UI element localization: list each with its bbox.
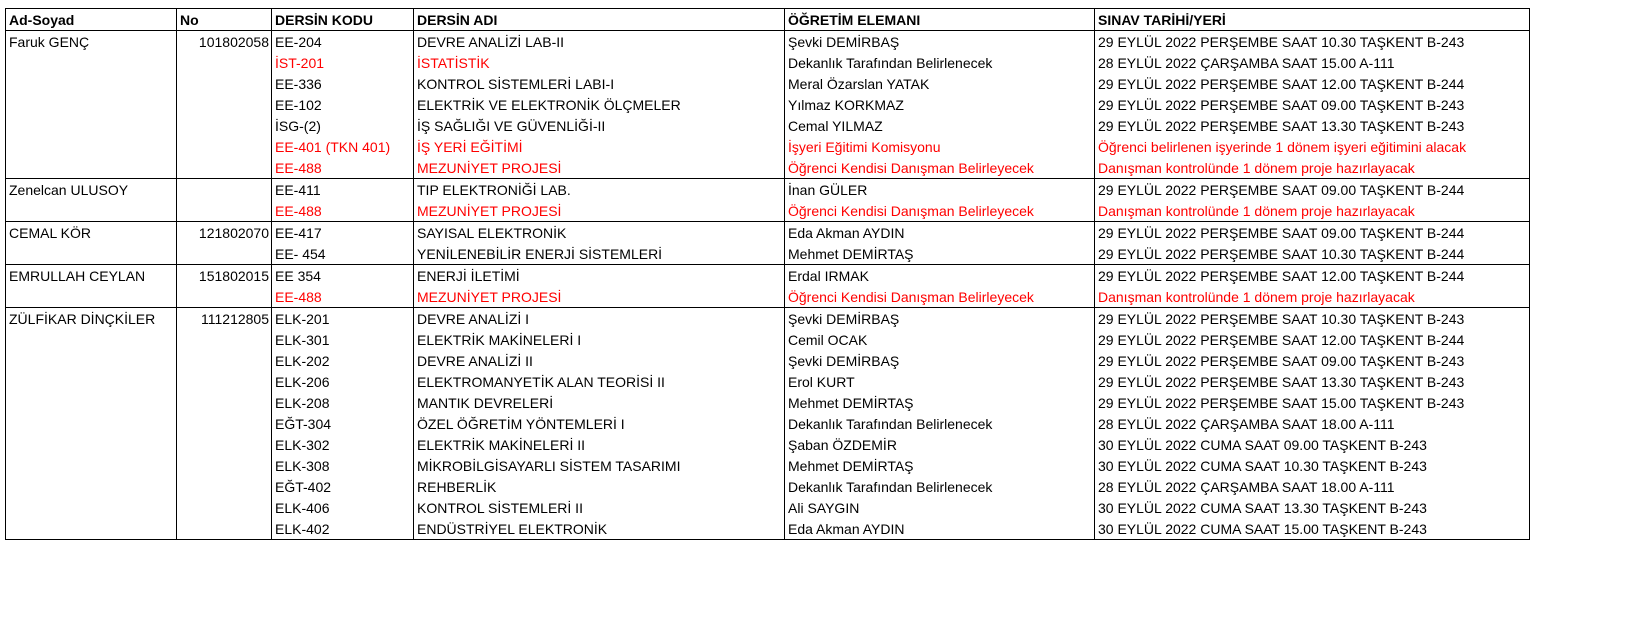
course-code-cell: EE-488: [272, 286, 414, 308]
exam-info-cell: 29 EYLÜL 2022 PERŞEMBE SAAT 13.30 TAŞKENT B-243: [1095, 115, 1530, 136]
exam-info-cell: 29 EYLÜL 2022 PERŞEMBE SAAT 13.30 TAŞKENT B-243: [1095, 371, 1530, 392]
course-code-cell: EE-401 (TKN 401): [272, 136, 414, 157]
student-no-cell: [177, 455, 272, 476]
student-no-cell: [177, 329, 272, 350]
instructor-cell: İnan GÜLER: [785, 179, 1095, 201]
table-row: [6, 94, 1530, 115]
student-name-cell: Zenelcan ULUSOY: [6, 179, 177, 201]
student-no-cell: [177, 286, 272, 308]
course-name-cell: ENDÜSTRİYEL ELEKTRONİK: [414, 518, 785, 540]
student-no-cell: [177, 392, 272, 413]
course-name-cell: MEZUNİYET PROJESİ: [414, 286, 785, 308]
instructor-cell: Dekanlık Tarafından Belirlenecek: [785, 413, 1095, 434]
exam-info-cell: Danışman kontrolünde 1 dönem proje hazırlayacak: [1095, 200, 1530, 222]
instructor-cell: Öğrenci Kendisi Danışman Belirleyecek: [785, 200, 1095, 222]
header-ogretim-elemani: ÖĞRETİM ELEMANI: [785, 9, 1095, 31]
student-name-cell: [6, 115, 177, 136]
table-row: [6, 31, 1530, 53]
student-no-cell: [177, 73, 272, 94]
student-name-cell: CEMAL KÖR: [6, 222, 177, 244]
student-no-cell: [177, 157, 272, 179]
course-code-cell: EE-336: [272, 73, 414, 94]
exam-info-cell: 30 EYLÜL 2022 CUMA SAAT 13.30 TAŞKENT B-243: [1095, 497, 1530, 518]
instructor-cell: Erdal IRMAK: [785, 265, 1095, 287]
course-name-cell: MİKROBİLGİSAYARLI SİSTEM TASARIMI: [414, 455, 785, 476]
instructor-cell: Öğrenci Kendisi Danışman Belirleyecek: [785, 286, 1095, 308]
course-name-cell: MEZUNİYET PROJESİ: [414, 200, 785, 222]
table-row: [6, 222, 1530, 244]
student-no-cell: 111212805: [177, 308, 272, 330]
exam-info-cell: 29 EYLÜL 2022 PERŞEMBE SAAT 10.30 TAŞKENT B-243: [1095, 31, 1530, 53]
student-no-cell: 121802070: [177, 222, 272, 244]
table-row: [6, 308, 1530, 330]
course-code-cell: ELK-208: [272, 392, 414, 413]
instructor-cell: Mehmet DEMİRTAŞ: [785, 243, 1095, 265]
student-name-cell: ZÜLFİKAR DİNÇKİLER: [6, 308, 177, 330]
student-no-cell: [177, 136, 272, 157]
instructor-cell: Şevki DEMİRBAŞ: [785, 308, 1095, 330]
course-name-cell: DEVRE ANALİZİ I: [414, 308, 785, 330]
exam-info-cell: 29 EYLÜL 2022 PERŞEMBE SAAT 10.30 TAŞKENT B-244: [1095, 243, 1530, 265]
course-name-cell: ELEKTROMANYETİK ALAN TEORİSİ II: [414, 371, 785, 392]
exam-info-cell: 29 EYLÜL 2022 PERŞEMBE SAAT 12.00 TAŞKENT B-244: [1095, 329, 1530, 350]
student-no-cell: [177, 371, 272, 392]
student-no-cell: [177, 200, 272, 222]
student-name-cell: [6, 73, 177, 94]
course-name-cell: DEVRE ANALİZİ II: [414, 350, 785, 371]
header-sinav-tarihi-yeri: SINAV TARİHİ/YERİ: [1095, 9, 1530, 31]
table-row: [6, 286, 1530, 308]
exam-info-cell: 28 EYLÜL 2022 ÇARŞAMBA SAAT 15.00 A-111: [1095, 52, 1530, 73]
student-no-cell: [177, 350, 272, 371]
exam-info-cell: 30 EYLÜL 2022 CUMA SAAT 09.00 TAŞKENT B-243: [1095, 434, 1530, 455]
exam-info-cell: Danışman kontrolünde 1 dönem proje hazırlayacak: [1095, 157, 1530, 179]
instructor-cell: Meral Özarslan YATAK: [785, 73, 1095, 94]
course-code-cell: ELK-301: [272, 329, 414, 350]
course-code-cell: EE-417: [272, 222, 414, 244]
instructor-cell: Erol KURT: [785, 371, 1095, 392]
course-name-cell: MEZUNİYET PROJESİ: [414, 157, 785, 179]
course-code-cell: ELK-206: [272, 371, 414, 392]
instructor-cell: Öğrenci Kendisi Danışman Belirleyecek: [785, 157, 1095, 179]
exam-info-cell: 29 EYLÜL 2022 PERŞEMBE SAAT 10.30 TAŞKENT B-243: [1095, 308, 1530, 330]
student-no-cell: [177, 518, 272, 540]
exam-info-cell: 30 EYLÜL 2022 CUMA SAAT 15.00 TAŞKENT B-243: [1095, 518, 1530, 540]
student-name-cell: [6, 52, 177, 73]
course-name-cell: REHBERLİK: [414, 476, 785, 497]
exam-info-cell: 29 EYLÜL 2022 PERŞEMBE SAAT 09.00 TAŞKENT B-244: [1095, 222, 1530, 244]
student-name-cell: Faruk GENÇ: [6, 31, 177, 53]
student-name-cell: [6, 434, 177, 455]
course-name-cell: SAYISAL ELEKTRONİK: [414, 222, 785, 244]
instructor-cell: Şaban ÖZDEMİR: [785, 434, 1095, 455]
instructor-cell: Eda Akman AYDIN: [785, 518, 1095, 540]
student-no-cell: [177, 497, 272, 518]
student-name-cell: [6, 413, 177, 434]
exam-info-cell: 29 EYLÜL 2022 PERŞEMBE SAAT 09.00 TAŞKENT B-244: [1095, 179, 1530, 201]
student-name-cell: [6, 455, 177, 476]
table-row: [6, 434, 1530, 455]
course-code-cell: EĞT-304: [272, 413, 414, 434]
instructor-cell: Yılmaz KORKMAZ: [785, 94, 1095, 115]
table-row: [6, 476, 1530, 497]
exam-info-cell: Öğrenci belirlenen işyerinde 1 dönem işyeri eğitimini alacak: [1095, 136, 1530, 157]
course-name-cell: DEVRE ANALİZİ LAB-II: [414, 31, 785, 53]
course-code-cell: ELK-202: [272, 350, 414, 371]
course-name-cell: ELEKTRİK MAKİNELERİ I: [414, 329, 785, 350]
exam-info-cell: 30 EYLÜL 2022 CUMA SAAT 10.30 TAŞKENT B-243: [1095, 455, 1530, 476]
course-code-cell: ELK-201: [272, 308, 414, 330]
instructor-cell: İşyeri Eğitimi Komisyonu: [785, 136, 1095, 157]
table-row: [6, 265, 1530, 287]
table-row: [6, 350, 1530, 371]
student-name-cell: EMRULLAH CEYLAN: [6, 265, 177, 287]
table-row: [6, 115, 1530, 136]
student-name-cell: [6, 94, 177, 115]
student-no-cell: [177, 476, 272, 497]
table-body: [6, 31, 1530, 540]
exam-info-cell: 29 EYLÜL 2022 PERŞEMBE SAAT 12.00 TAŞKENT B-244: [1095, 73, 1530, 94]
exam-info-cell: Danışman kontrolünde 1 dönem proje hazırlayacak: [1095, 286, 1530, 308]
course-name-cell: İŞ SAĞLIĞI VE GÜVENLİĞİ-II: [414, 115, 785, 136]
instructor-cell: Eda Akman AYDIN: [785, 222, 1095, 244]
instructor-cell: Dekanlık Tarafından Belirlenecek: [785, 476, 1095, 497]
header-no: No: [177, 9, 272, 31]
student-name-cell: [6, 350, 177, 371]
student-name-cell: [6, 329, 177, 350]
course-code-cell: ELK-308: [272, 455, 414, 476]
instructor-cell: Şevki DEMİRBAŞ: [785, 31, 1095, 53]
student-no-cell: [177, 94, 272, 115]
table-row: [6, 157, 1530, 179]
course-code-cell: EE-411: [272, 179, 414, 201]
exam-info-cell: 29 EYLÜL 2022 PERŞEMBE SAAT 15.00 TAŞKENT B-243: [1095, 392, 1530, 413]
table-row: [6, 73, 1530, 94]
course-name-cell: MANTIK DEVRELERİ: [414, 392, 785, 413]
student-no-cell: [177, 115, 272, 136]
course-code-cell: EĞT-402: [272, 476, 414, 497]
student-no-cell: [177, 52, 272, 73]
exam-info-cell: 29 EYLÜL 2022 PERŞEMBE SAAT 09.00 TAŞKENT B-243: [1095, 94, 1530, 115]
instructor-cell: Cemal YILMAZ: [785, 115, 1095, 136]
student-name-cell: [6, 136, 177, 157]
course-name-cell: KONTROL SİSTEMLERİ LABI-I: [414, 73, 785, 94]
student-no-cell: [177, 434, 272, 455]
table-row: [6, 392, 1530, 413]
instructor-cell: Şevki DEMİRBAŞ: [785, 350, 1095, 371]
student-name-cell: [6, 200, 177, 222]
table-row: [6, 497, 1530, 518]
student-name-cell: [6, 157, 177, 179]
course-code-cell: EE-488: [272, 157, 414, 179]
student-no-cell: [177, 243, 272, 265]
course-name-cell: KONTROL SİSTEMLERİ II: [414, 497, 785, 518]
header-ad-soyad: Ad-Soyad: [6, 9, 177, 31]
header-row: [6, 9, 1530, 31]
student-name-cell: [6, 392, 177, 413]
course-code-cell: ELK-302: [272, 434, 414, 455]
table-row: [6, 371, 1530, 392]
course-name-cell: ELEKTRİK VE ELEKTRONİK ÖLÇMELER: [414, 94, 785, 115]
student-no-cell: [177, 179, 272, 201]
course-code-cell: ELK-406: [272, 497, 414, 518]
course-name-cell: İŞ YERİ EĞİTİMİ: [414, 136, 785, 157]
table-row: [6, 329, 1530, 350]
exam-info-cell: 28 EYLÜL 2022 ÇARŞAMBA SAAT 18.00 A-111: [1095, 476, 1530, 497]
table-row: [6, 243, 1530, 265]
exam-info-cell: 28 EYLÜL 2022 ÇARŞAMBA SAAT 18.00 A-111: [1095, 413, 1530, 434]
exam-info-cell: 29 EYLÜL 2022 PERŞEMBE SAAT 12.00 TAŞKENT B-244: [1095, 265, 1530, 287]
table-row: [6, 413, 1530, 434]
header-dersin-kodu: DERSİN KODU: [272, 9, 414, 31]
course-name-cell: ELEKTRİK MAKİNELERİ II: [414, 434, 785, 455]
course-code-cell: EE- 454: [272, 243, 414, 265]
table-row: [6, 455, 1530, 476]
exam-schedule-table: [5, 8, 1530, 540]
student-name-cell: [6, 497, 177, 518]
instructor-cell: Cemil OCAK: [785, 329, 1095, 350]
course-name-cell: ÖZEL ÖĞRETİM YÖNTEMLERİ I: [414, 413, 785, 434]
course-code-cell: ELK-402: [272, 518, 414, 540]
course-code-cell: İST-201: [272, 52, 414, 73]
exam-info-cell: 29 EYLÜL 2022 PERŞEMBE SAAT 09.00 TAŞKENT B-243: [1095, 350, 1530, 371]
student-no-cell: 151802015: [177, 265, 272, 287]
student-no-cell: [177, 413, 272, 434]
header-dersin-adi: DERSİN ADI: [414, 9, 785, 31]
instructor-cell: Mehmet DEMİRTAŞ: [785, 392, 1095, 413]
student-name-cell: [6, 518, 177, 540]
course-name-cell: TIP ELEKTRONİĞİ LAB.: [414, 179, 785, 201]
table-row: [6, 200, 1530, 222]
table-row: [6, 179, 1530, 201]
course-code-cell: EE-488: [272, 200, 414, 222]
course-name-cell: ENERJİ İLETİMİ: [414, 265, 785, 287]
course-name-cell: YENİLENEBİLİR ENERJİ SİSTEMLERİ: [414, 243, 785, 265]
course-code-cell: İSG-(2): [272, 115, 414, 136]
instructor-cell: Dekanlık Tarafından Belirlenecek: [785, 52, 1095, 73]
student-name-cell: [6, 243, 177, 265]
table-row: [6, 52, 1530, 73]
student-name-cell: [6, 476, 177, 497]
student-name-cell: [6, 286, 177, 308]
student-name-cell: [6, 371, 177, 392]
course-name-cell: İSTATİSTİK: [414, 52, 785, 73]
instructor-cell: Ali SAYGIN: [785, 497, 1095, 518]
course-code-cell: EE-204: [272, 31, 414, 53]
student-no-cell: 101802058: [177, 31, 272, 53]
instructor-cell: Mehmet DEMİRTAŞ: [785, 455, 1095, 476]
table-row: [6, 518, 1530, 540]
course-code-cell: EE-102: [272, 94, 414, 115]
course-code-cell: EE 354: [272, 265, 414, 287]
table-row: [6, 136, 1530, 157]
